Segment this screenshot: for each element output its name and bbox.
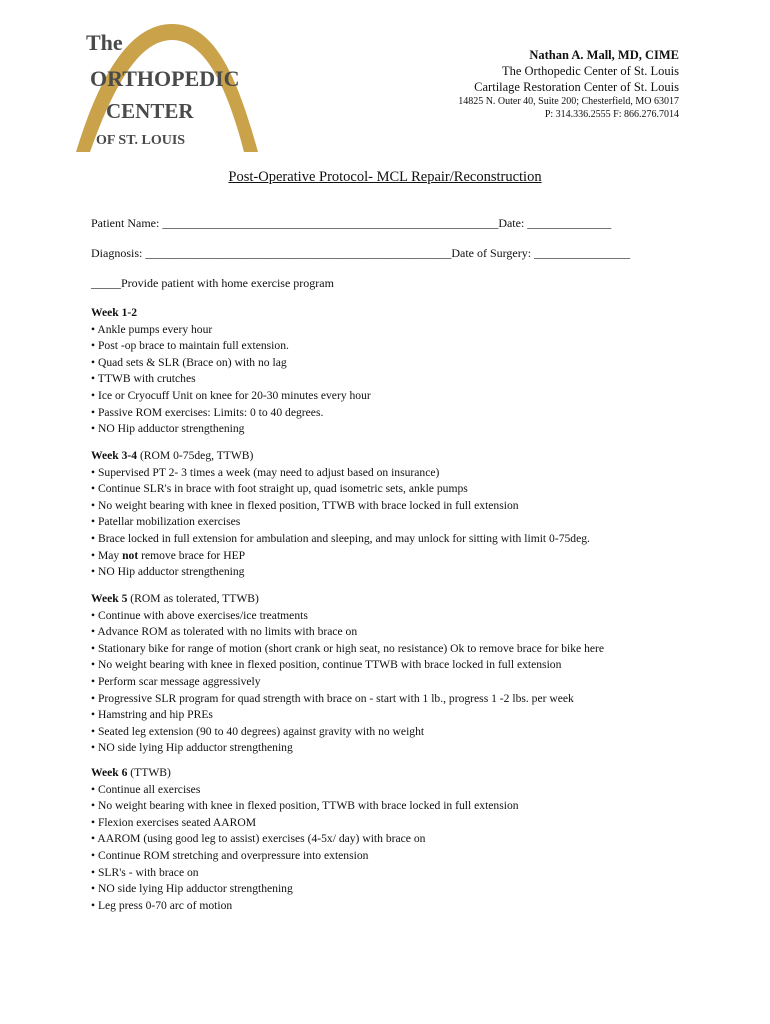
week-1-2-section: [91, 305, 741, 438]
week-heading: [91, 448, 741, 465]
list-item: • Continue SLR's in brace with foot straight up, quad isometric sets, ankle pumps: [91, 482, 468, 496]
emphasis-text: not: [122, 548, 139, 562]
week-5-section: [91, 591, 741, 757]
list-item: • Seated leg extension (90 to 40 degrees) against gravity with no weight: [91, 724, 425, 738]
list-item: • Continue with above exercises/ice treatments: [91, 608, 308, 622]
list-item: • NO Hip adductor strengthening: [91, 422, 245, 436]
logo-line-1: The: [86, 30, 123, 55]
org-line-1: The Orthopedic Center of St. Louis: [501, 64, 679, 78]
address-line: 14825 N. Outer 40, Suite 200; Chesterfield, MO 63017: [458, 96, 679, 107]
list-item: • Perform scar message aggressively: [91, 674, 261, 688]
list-item: • Flexion exercises seated AAROM: [91, 815, 257, 829]
list-item: • Continue ROM stretching and overpressure into extension: [91, 848, 369, 862]
logo-line-4: OF ST. LOUIS: [96, 133, 186, 148]
org-line-2: Cartilage Restoration Center of St. Louis: [474, 80, 679, 94]
letterhead-contact: [458, 47, 679, 121]
list-item: • No weight bearing with knee in flexed position, TTWB with brace locked in full extension: [91, 799, 519, 813]
week-6-section: [91, 765, 741, 914]
list-item: • Hamstring and hip PREs: [91, 708, 213, 722]
patient-name-date-field[interactable]: Patient Name: ________________________________________________________Date: ______________: [91, 216, 612, 230]
list-item: • Post -op brace to maintain full extension.: [91, 339, 289, 353]
list-item: • Leg press 0-70 arc of motion: [91, 898, 233, 912]
week-note: (ROM 0-75deg, TTWB): [137, 449, 254, 462]
week-label: Week 6: [91, 766, 128, 779]
week-note: (ROM as tolerated, TTWB): [127, 592, 259, 605]
home-program-checkbox-line[interactable]: _____Provide patient with home exercise program: [91, 276, 334, 290]
clinic-logo: [68, 20, 268, 152]
logo-graphic: [68, 20, 268, 152]
list-item: • Supervised PT 2- 3 times a week (may need to adjust based on insurance): [91, 465, 440, 479]
list-item: • No weight bearing with knee in flexed position, TTWB with brace locked in full extension: [91, 498, 519, 512]
list-item: • SLR's - with brace on: [91, 865, 199, 879]
week-heading: [91, 305, 741, 322]
list-item: • Continue all exercises: [91, 782, 201, 796]
logo-line-3: CENTER: [106, 99, 194, 123]
list-item: • Stationary bike for range of motion (short crank or high seat, no resistance) Ok to remove brace for bike here: [91, 641, 605, 655]
list-item: • May not remove brace for HEP: [91, 548, 246, 562]
week-heading: [91, 765, 741, 782]
list-item: • Patellar mobilization exercises: [91, 515, 241, 529]
logo-line-2: ORTHOPEDIC: [90, 66, 240, 91]
week-3-4-section: [91, 448, 741, 581]
list-item: • Ice or Cryocuff Unit on knee for 20-30 minutes every hour: [91, 388, 371, 402]
document-title: Post-Operative Protocol- MCL Repair/Reconstruction: [228, 169, 542, 185]
list-item: • NO side lying Hip adductor strengthening: [91, 882, 293, 896]
doctor-name: Nathan A. Mall, MD, CIME: [529, 48, 679, 62]
list-item: • Brace locked in full extension for ambulation and sleeping, and may unlock for sitting with limit 0-75deg.: [91, 531, 590, 545]
week-heading: [91, 591, 741, 608]
list-item: • NO Hip adductor strengthening: [91, 565, 245, 579]
diagnosis-surgery-date-field[interactable]: Diagnosis: ___________________________________________________Date of Surgery: ________________: [91, 246, 631, 260]
week-label: Week 5: [91, 592, 128, 605]
list-item: • TTWB with crutches: [91, 372, 196, 386]
list-item: • Ankle pumps every hour: [91, 322, 213, 336]
week-label: Week 3-4: [91, 449, 138, 462]
list-item: • Progressive SLR program for quad strength with brace on - start with 1 lb., progress 1 -2 lbs. per week: [91, 691, 574, 705]
list-item: • Advance ROM as tolerated with no limits with brace on: [91, 625, 358, 639]
list-item: • No weight bearing with knee in flexed position, continue TTWB with brace locked in full extension: [91, 658, 562, 672]
list-item: • NO side lying Hip adductor strengthening: [91, 741, 293, 755]
list-item: • Passive ROM exercises: Limits: 0 to 40 degrees.: [91, 405, 324, 419]
list-item: • AAROM (using good leg to assist) exercises (4-5x/ day) with brace on: [91, 832, 426, 846]
week-note: (TTWB): [127, 766, 171, 779]
list-item: • Quad sets & SLR (Brace on) with no lag: [91, 355, 287, 369]
week-label: Week 1-2: [91, 306, 138, 319]
phone-fax-line: P: 314.336.2555 F: 866.276.7014: [544, 109, 679, 120]
